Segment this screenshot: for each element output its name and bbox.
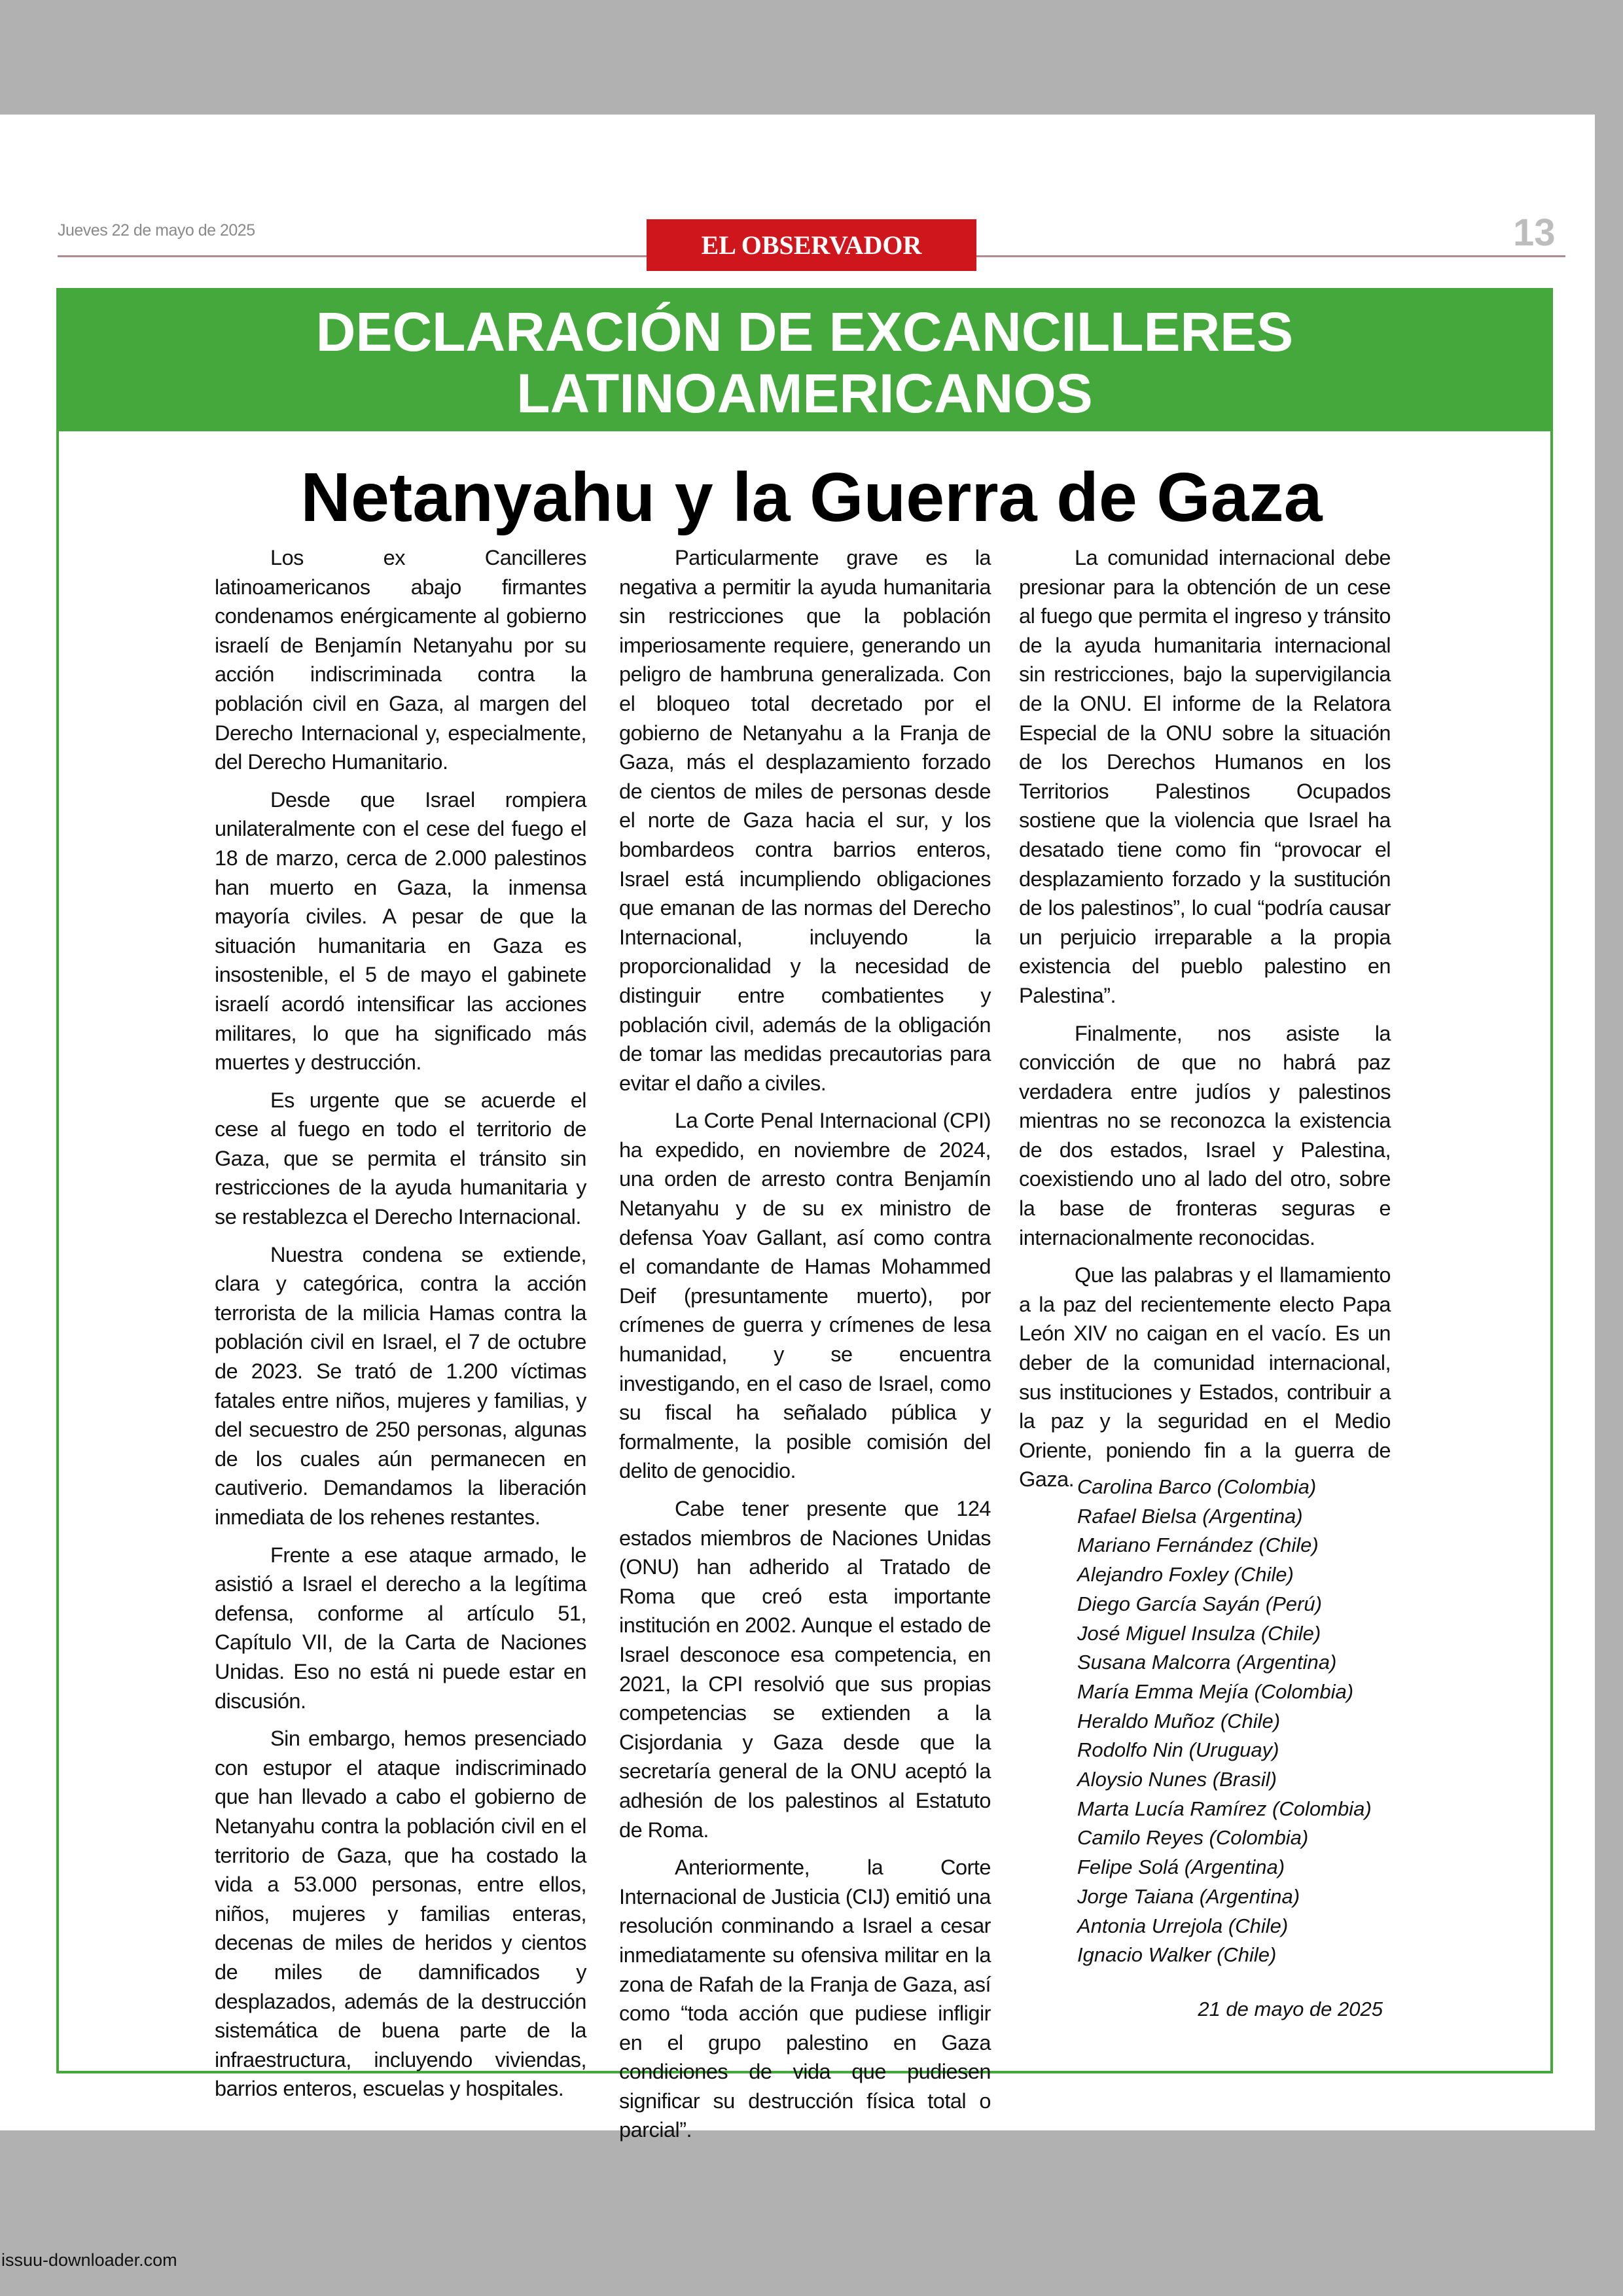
signatory: Carolina Barco (Colombia)	[1077, 1475, 1317, 1498]
issue-date: Jueves 22 de mayo de 2025	[58, 221, 255, 240]
paragraph: Desde que Israel rompiera unilateralmente con el cese del fuego el 18 de marzo, cerca de 2.000 palestinos han muerto en Gaza, la inmensa mayoría civiles. A pesar de que la situación humanitaria en Gaza es insostenible, el 5 de mayo el gabinete israelí acordó intensificar las acciones militares, lo que ha significado más muertes y destrucción.	[215, 787, 586, 1075]
paragraph: Nuestra condena se extiende, clara y categórica, contra la acción terrorista de la milicia Hamas contra la población civil en Israel, el 7 de octubre de 2023. Se trató de 1.200 víctimas fatales entre niños, mujeres y familias, y del secuestro de 250 personas, algunas de los cuales aún permanecen en cautiverio. Demandamos la liberación inmediata de los rehenes restantes.	[215, 1242, 586, 1529]
signatory: Rodolfo Nin (Uruguay)	[1077, 1738, 1279, 1762]
watermark: issuu-downloader.com	[1, 2250, 177, 2270]
signatory: Felipe Solá (Argentina)	[1077, 1856, 1285, 1879]
paragraph: Que las palabras y el llamamiento a la paz del recientemente electo Papa León XIV no caigan en el vacío. Es un deber de la comunidad internacional, sus instituciones y Estados, contribuir a la paz y la seguridad en el Medio Oriente, poniendo fin a la guerra de Gaza.	[1019, 1263, 1391, 1492]
signatory: Mariano Fernández (Chile)	[1077, 1534, 1319, 1557]
paragraph: Anteriormente, la Corte Internacional de Justicia (CIJ) emitió una resolución conminando a Israel a cesar inmediatamente su ofensiva militar en la zona de Rafah de la Franja de Gaza, así como “toda acción que pudiese infligir en el grupo palestino en Gaza condiciones de vida que pudiesen significar su destrucción física total o parcial”.	[619, 1856, 991, 2142]
signatory: Diego García Sayán (Perú)	[1077, 1592, 1322, 1615]
signatory: Antonia Urrejola (Chile)	[1077, 1914, 1289, 1937]
paragraph: La Corte Penal Internacional (CPI) ha expedido, en noviembre de 2024, una orden de arresto contra Benjamín Netanyahu y de su ex ministro de defensa Yoav Gallant, así como contra el comandante de Hamas Mohammed Deif (presuntamente muerto), por crímenes de guerra y crímenes de lesa humanidad, y se encuentra investigando, en el caso de Israel, como su fiscal ha señalado pública y formalmente, la posible comisión del delito de genocidio.	[619, 1109, 991, 1483]
signatory: Ignacio Walker (Chile)	[1077, 1943, 1277, 1967]
signatory: Marta Lucía Ramírez (Colombia)	[1077, 1797, 1372, 1820]
signatory: Camilo Reyes (Colombia)	[1077, 1826, 1309, 1850]
signatory: Heraldo Muñoz (Chile)	[1077, 1709, 1281, 1732]
paragraph: La comunidad internacional debe presionar para la obtención de un cese al fuego que permita el ingreso y tránsito de la ayuda humanitaria internacional sin restricciones, bajo la supervigilancia de la ONU. El informe de la Relatora Especial de la ONU sobre la situación de los Derechos Humanos en los Territorios Palestinos Ocupados sostiene que la violencia que Israel ha desatado tiene como fin “provocar el desplazamiento forzado y la sustitución de los palestinos”, lo cual “podría causar un perjuicio irreparable a la propia existencia del pueblo palestino en Palestina”.	[1019, 546, 1391, 1007]
signatory: Alejandro Foxley (Chile)	[1077, 1563, 1294, 1587]
signatory: Aloysio Nunes (Brasil)	[1077, 1768, 1277, 1791]
signatory: Susana Malcorra (Argentina)	[1077, 1651, 1337, 1674]
section-title-line2: LATINOAMERICANOS	[516, 363, 1093, 424]
paragraph: Finalmente, nos asiste la convicción de que no habrá paz verdadera entre judíos y palestinos mientras no se reconozca la existencia de dos estados, Israel y Palestina, coexistiendo uno al lado del otro, sobre la base de fronteras seguras e internacionalmente reconocidas.	[1019, 1021, 1391, 1249]
paragraph: Cabe tener presente que 124 estados miembros de Naciones Unidas (ONU) han adherido al Tratado de Roma que creó esta importante institución en 2002. Aunque el estado de Israel desconoce esa competencia, en 2021, la CPI resolvió que sus propias competencias se extienden a la Cisjordania y Gaza desde que la secretaría general de la ONU aceptó la adhesión de los palestinos al Estatuto de Roma.	[619, 1497, 991, 1842]
column-2	[619, 543, 991, 2153]
signatory: Rafael Bielsa (Argentina)	[1077, 1504, 1303, 1528]
column-1	[215, 543, 586, 2112]
signed-date: 21 de mayo de 2025	[1198, 1998, 1383, 2020]
paragraph: Sin embargo, hemos presenciado con estupor el ataque indiscriminado que han llevado a cabo el gobierno de Netanyahu contra la población civil en el territorio de Gaza, que ha costado la vida a 53.000 personas, entre ellos, niños, mujeres y familias enteras, decenas de miles de heridos y cientos de miles de damnificados y desplazados, además de la destrucción sistemática de buena parte de la infraestructura, incluyendo viviendas, barrios enteros, escuelas y hospitales.	[215, 1727, 586, 2101]
signatory: María Emma Mejía (Colombia)	[1077, 1679, 1354, 1703]
newspaper-logo: EL OBSERVADOR	[647, 219, 976, 271]
article-title: Netanyahu y la Guerra de Gaza	[300, 459, 1323, 536]
section-banner	[59, 291, 1550, 431]
paragraph: Particularmente grave es la negativa a permitir la ayuda humanitaria sin restricciones que la población imperiosamente requiere, generando un peligro de hambruna generalizada. Con el bloqueo total decretado por el gobierno de Netanyahu a la Franja de Gaza, más el desplazamiento forzado de cientos de miles de personas desde el norte de Gaza hacia el sur, y los bombardeos contra barrios enteros, Israel está incumpliendo obligaciones que emanan de las normas del Derecho Internacional, incluyendo la proporcionalidad y la necesidad de distinguir entre combatientes y población civil, además de la obligación de tomar las medidas precautorias para evitar el daño a civiles.	[619, 546, 991, 1095]
paragraph: Frente a ese ataque armado, le asistió a Israel el derecho a la legítima defensa, conforme al artículo 51, Capítulo VII, de la Carta de Naciones Unidas. Eso no está ni puede estar en discusión.	[215, 1543, 586, 1713]
column-3	[1019, 543, 1391, 1503]
signatories-list	[1077, 1473, 1372, 1970]
page-number: 13	[1513, 211, 1556, 254]
paragraph: Los ex Cancilleres latinoamericanos abajo firmantes condenamos enérgicamente al gobierno israelí de Benjamín Netanyahu por su acción indiscriminada contra la población civil en Gaza, al margen del Derecho Internacional y, especialmente, del Derecho Humanitario.	[215, 546, 586, 774]
section-title-line1: DECLARACIÓN DE EXCANCILLERES	[315, 301, 1294, 363]
signatory: José Miguel Insulza (Chile)	[1077, 1621, 1321, 1645]
paragraph: Es urgente que se acuerde el cese al fuego en todo el territorio de Gaza, que se permita el tránsito sin restricciones de la ayuda humanitaria y se restablezca el Derecho Internacional.	[215, 1088, 586, 1229]
signatory: Jorge Taiana (Argentina)	[1077, 1884, 1300, 1908]
